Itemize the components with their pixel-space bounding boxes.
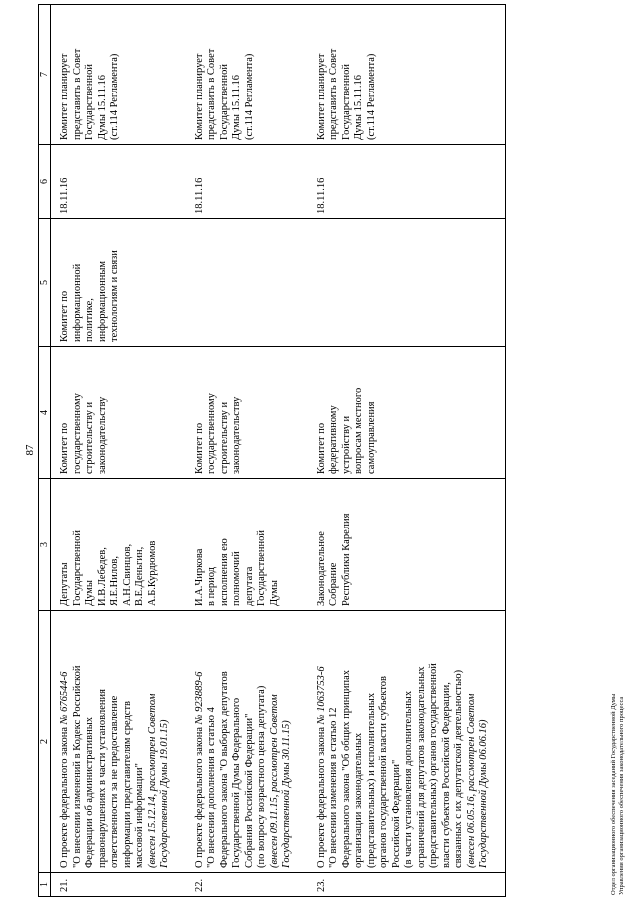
bill-title-line: ограничений для депутатов законодательных <box>415 666 427 868</box>
initiator-line: Я.Е.Нилов, <box>109 556 120 606</box>
initiator-cell <box>186 479 308 611</box>
committee-line: законодательству <box>231 396 242 474</box>
committee-cell <box>51 347 186 479</box>
bill-title-line: организации законодательных <box>353 732 364 868</box>
plan-line: представить в Совет <box>328 48 339 140</box>
bill-number: № 676544-6 <box>59 671 70 725</box>
bill-title-line: Государственной Думы Федерального <box>231 697 242 868</box>
bill-title-line: Федерального закона "О выборах депутатов <box>218 671 230 868</box>
committee-cell <box>186 347 308 479</box>
column-number: 7 <box>39 5 51 145</box>
row-number: 23. <box>308 873 506 897</box>
bill-title-line: органов государственной власти субъектов <box>378 675 389 868</box>
plan-line: Думы 15.11.16 <box>96 75 108 140</box>
initiator-line: Государственной <box>256 530 267 606</box>
initiator-line: полномочий <box>231 551 242 606</box>
bill-title-line: (представительных) и исполнительных <box>365 692 377 868</box>
committee-line: Комитет по <box>315 422 327 474</box>
page-number: 87 <box>24 444 36 456</box>
plan-cell <box>186 5 308 145</box>
bill-note-line: (внесен 09.11.15, рассмотрен Советом <box>268 694 280 868</box>
bill-title-line: правонарушениях в части установления <box>96 689 108 868</box>
initiator-line: Думы <box>268 580 280 606</box>
initiator-line: А.Н.Свинцов, <box>121 543 133 606</box>
row-number: 21. <box>51 873 186 897</box>
initiator-line: Государственной <box>71 530 83 606</box>
plan-line: Комитет планирует <box>193 53 205 140</box>
column-number: 5 <box>39 219 51 347</box>
bill-title-line: власти субъектов Российской Федерации, <box>440 682 452 868</box>
bill-note-line: (внесен 15.12.14, рассмотрен Советом <box>146 693 158 868</box>
plan-line: Государственной <box>84 64 95 140</box>
bill-title-line: (по вопросу возрастного ценза депутата) <box>256 685 267 868</box>
co-committee-cell <box>186 219 308 347</box>
bill-title-prefix: О проекте федерального закона <box>315 724 327 868</box>
bill-title-line: Российской Федерации" <box>390 759 402 868</box>
table-row <box>51 5 186 897</box>
plan-line: представить в Совет <box>206 48 217 140</box>
bill-number: № 1063753-6 <box>315 666 327 725</box>
bill-title-first-line <box>316 615 329 868</box>
footer <box>610 694 625 895</box>
plan-line: (ст.114 Регламента) <box>365 53 377 140</box>
bill-title-line: Федерального закона "Об общих принципах <box>340 669 352 868</box>
bill-title-line: связанных с их депутатской деятельностью) <box>453 669 464 868</box>
date-cell: 18.11.16 <box>51 145 186 219</box>
committee-line: федеративному <box>328 405 339 474</box>
co-committee-cell <box>51 219 186 347</box>
plan-cell <box>51 5 186 145</box>
initiator-line: Республики Карелия <box>340 513 352 606</box>
plan-line: (ст.114 Регламента) <box>243 53 255 140</box>
bill-note-line: Государственной Думы 06.06.16) <box>478 719 489 868</box>
footer-line: Отдел организационного обеспечения заседаний Государственной Думы <box>610 693 617 895</box>
table-row <box>308 5 506 897</box>
co-committee-line: информационной <box>71 263 83 342</box>
footer-line: Управления организационного обеспечения законодательного процесса <box>617 696 625 895</box>
co-committee-cell <box>308 219 506 347</box>
initiator-line: депутата <box>243 566 255 606</box>
initiator-line: в период <box>206 566 217 606</box>
co-committee-line: Комитет по <box>59 290 70 342</box>
initiator-line: А.Б.Курдюмов <box>146 540 158 606</box>
plan-line: Государственной <box>340 64 352 140</box>
bill-title-line: (в части установления дополнительных <box>403 690 414 868</box>
bill-title-line: "О внесении дополнения в статью 4 <box>206 707 217 868</box>
bill-title-line: ответственности за не предоставление <box>109 695 120 868</box>
bill-title-line: Собрания Российской Федерации" <box>243 713 255 868</box>
bill-title-first-line <box>59 615 72 868</box>
bill-number: № 923889-6 <box>193 671 205 725</box>
bill-title-line: массовой информации" <box>134 763 145 868</box>
bill-title-line: "О внесении изменений в Кодекс Российской <box>71 665 83 868</box>
committee-line: Комитет по <box>59 422 70 474</box>
plan-line: Государственной <box>218 64 230 140</box>
co-committee-line: информационным <box>96 260 108 342</box>
committee-line: самоуправления <box>365 401 377 474</box>
initiator-line: Думы <box>84 580 95 606</box>
bill-title-line: (представительных) органов государственной <box>428 663 439 868</box>
committee-line: Комитет по <box>193 422 205 474</box>
bill-title-cell <box>186 611 308 873</box>
initiator-cell <box>51 479 186 611</box>
bills-table <box>38 4 506 897</box>
committee-line: законодательству <box>96 396 108 474</box>
bill-title-line: информации представителям средств <box>121 700 133 868</box>
committee-line: строительству и <box>84 401 95 474</box>
plan-line: Комитет планирует <box>59 53 70 140</box>
plan-line: Думы 15.11.16 <box>353 75 364 140</box>
initiator-line: исполнения ею <box>218 538 230 606</box>
date-cell: 18.11.16 <box>186 145 308 219</box>
bill-title-line: "О внесении изменения в статью 12 <box>328 707 339 868</box>
date-cell: 18.11.16 <box>308 145 506 219</box>
bill-title-line: Федерации об административных <box>84 716 95 868</box>
column-number: 3 <box>39 479 51 611</box>
plan-line: представить в Совет <box>71 48 83 140</box>
bill-note-line: Государственной Думы 30.11.15) <box>281 720 292 868</box>
column-number-row <box>39 5 51 897</box>
column-number: 6 <box>39 145 51 219</box>
plan-line: Комитет планирует <box>315 53 327 140</box>
plan-line: (ст.114 Регламента) <box>109 53 120 140</box>
bill-title-prefix: О проекте федерального закона <box>193 724 205 868</box>
column-number: 4 <box>39 347 51 479</box>
row-number: 22. <box>186 873 308 897</box>
table-row <box>186 5 308 897</box>
bill-title-prefix: О проекте федерального закона <box>59 724 70 868</box>
bill-note-line: Государственной Думы 19.01.15) <box>159 719 170 868</box>
bill-title-first-line <box>194 615 207 868</box>
initiator-line: И.В.Лебедев, <box>96 547 108 606</box>
plan-cell <box>308 5 506 145</box>
committee-cell <box>308 347 506 479</box>
initiator-line: Депутаты <box>59 562 70 606</box>
initiator-line: В.Е.Деньгин, <box>134 546 145 606</box>
column-number: 1 <box>39 873 51 897</box>
bill-title-cell <box>308 611 506 873</box>
committee-line: государственному <box>206 393 217 474</box>
co-committee-line: технологиям и связи <box>109 250 120 342</box>
column-number: 2 <box>39 611 51 873</box>
committee-line: устройству и <box>340 415 352 474</box>
bill-title-cell <box>51 611 186 873</box>
co-committee-line: политике, <box>84 298 95 342</box>
committee-line: вопросам местного <box>353 387 364 474</box>
initiator-line: Собрание <box>328 562 339 606</box>
plan-line: Думы 15.11.16 <box>231 75 242 140</box>
initiator-line: И.А.Чиркова <box>193 548 205 606</box>
initiator-line: Законодательное <box>315 531 327 606</box>
committee-line: государственному <box>71 393 83 474</box>
bill-note-line: (внесен 06.05.16, рассмотрен Советом <box>465 693 477 868</box>
committee-line: строительству и <box>218 401 230 474</box>
initiator-cell <box>308 479 506 611</box>
